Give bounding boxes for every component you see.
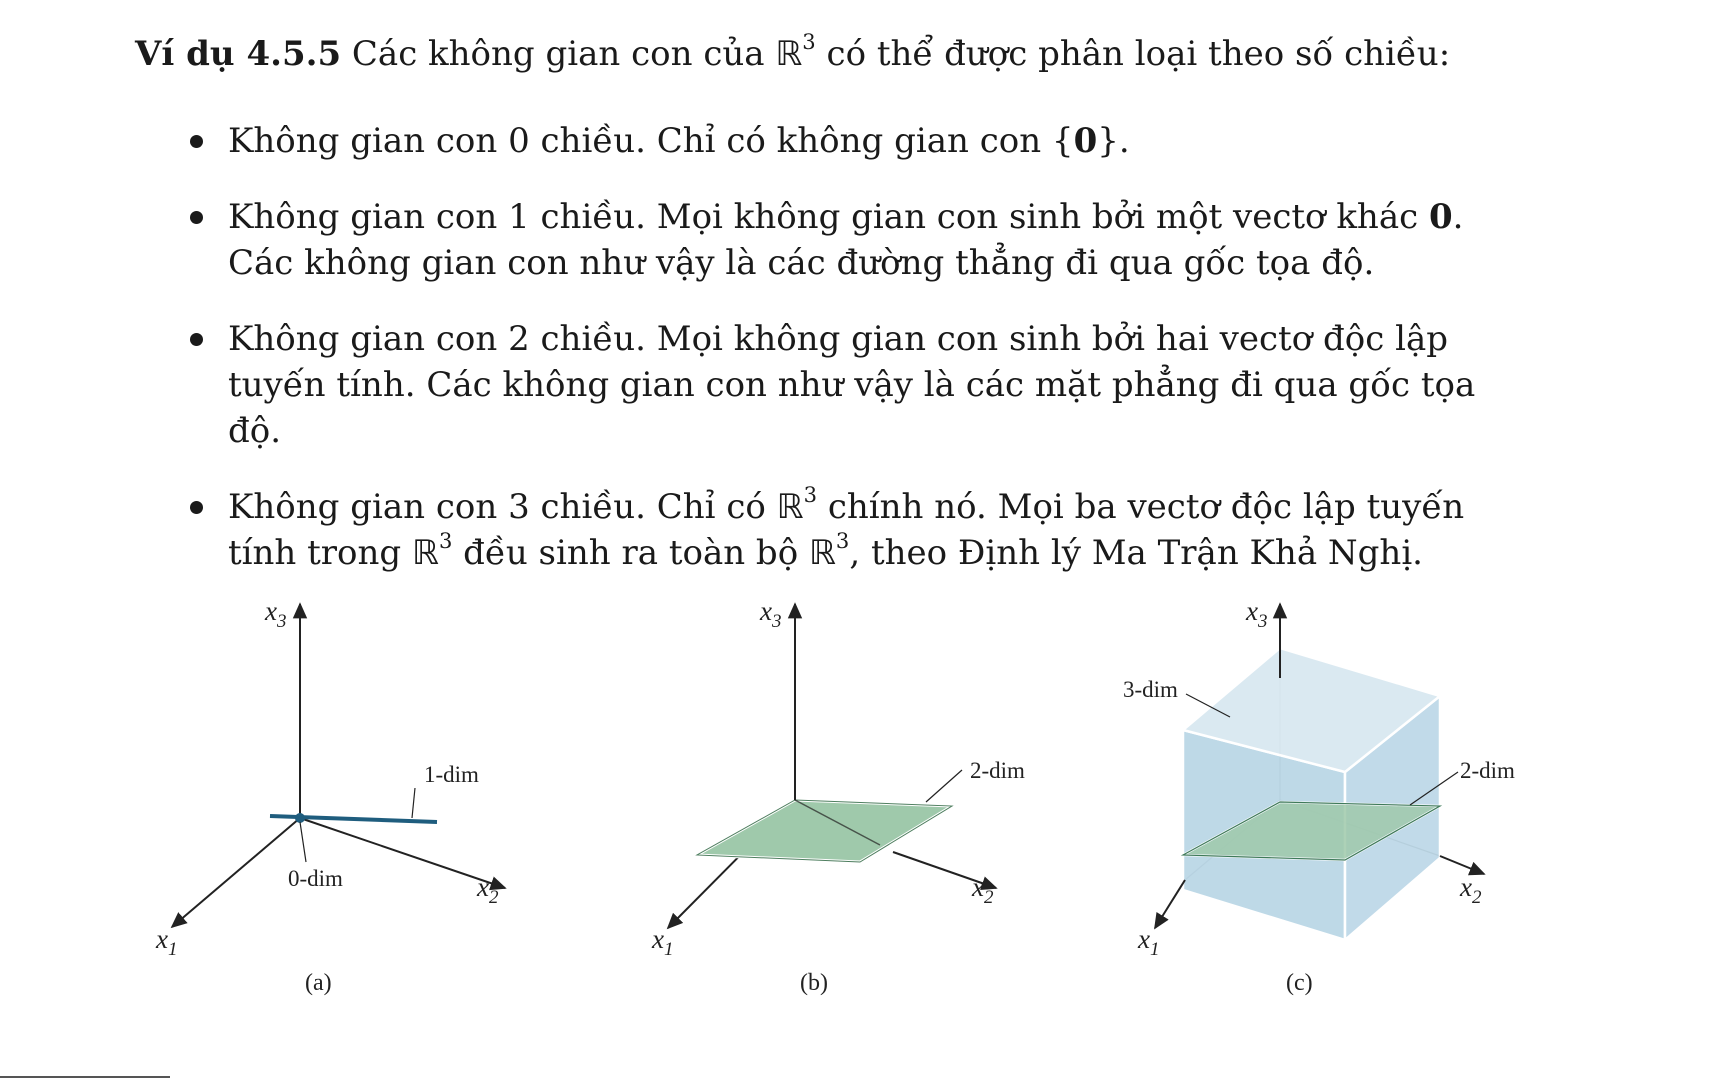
x3-label: $x_3$ <box>760 596 782 632</box>
bullet-text: chính nó. Mọi ba vectơ độc lập tuyến <box>827 487 1465 527</box>
r3-symbol: ℝ <box>776 487 804 527</box>
example-label: Ví dụ 4.5.5 <box>135 34 342 74</box>
caption-a: (a) <box>305 970 332 996</box>
leader-0dim <box>300 822 306 862</box>
x1-axis <box>1155 880 1185 928</box>
caption-c: (c) <box>1286 970 1313 996</box>
bullet-text: }. <box>1097 121 1130 161</box>
bullet-text: tính trong <box>228 533 402 573</box>
r3-symbol: ℝ <box>808 533 836 573</box>
x2-label: $x_2$ <box>972 872 994 908</box>
r3-exponent: 3 <box>835 528 850 554</box>
leader-1dim <box>412 788 415 818</box>
label-1dim: 1-dim <box>424 762 479 787</box>
bullet-text: Không gian con 1 chiều. Mọi không gian con sinh bởi một vectơ khác <box>228 197 1419 237</box>
x1-label: $x_1$ <box>1138 924 1160 960</box>
bullet-line: Không gian con 2 chiều. Mọi không gian con sinh bởi hai vectơ độc lập <box>228 319 1448 359</box>
r3-exponent: 3 <box>438 528 453 554</box>
caption-b: (b) <box>800 970 828 996</box>
zero-vector-bold: 0 <box>1428 197 1453 237</box>
two-dim-plane <box>697 800 952 862</box>
bullet-text: Không gian con 0 chiều. Chỉ có không gian con { <box>228 121 1074 161</box>
x3-label: $x_3$ <box>265 596 287 632</box>
label-3dim: 3-dim <box>1123 677 1178 702</box>
bullet-text: . <box>1452 197 1464 237</box>
bullet-text: Không gian con 3 chiều. Chỉ có <box>228 487 766 527</box>
r3-symbol: ℝ <box>775 34 803 74</box>
bullet-text: , theo Định lý Ma Trận Khả Nghị. <box>849 533 1423 573</box>
footnote-rule <box>0 1076 170 1078</box>
leader-2dim <box>926 770 962 802</box>
zero-vector-bold: 0 <box>1073 121 1098 161</box>
origin-point <box>295 813 305 823</box>
bullet-line: Các không gian con như vậy là các đường thẳng đi qua gốc tọa độ. <box>228 243 1375 283</box>
x1-label: $x_1$ <box>652 924 674 960</box>
figure-a <box>155 596 505 996</box>
label-0dim: 0-dim <box>288 866 343 891</box>
x1-label: $x_1$ <box>156 924 178 960</box>
x2-label: $x_2$ <box>477 872 499 908</box>
example-intro-before: Các không gian con của <box>351 34 765 74</box>
figure-c <box>1123 596 1515 996</box>
r3-symbol: ℝ <box>412 533 439 573</box>
example-intro-after: có thể được phân loại theo số chiều: <box>826 34 1451 74</box>
r3-exponent: 3 <box>802 29 816 55</box>
x1-axis <box>172 818 300 927</box>
x3-label: $x_3$ <box>1246 596 1268 632</box>
x2-label: $x_2$ <box>1460 872 1482 908</box>
r3-exponent: 3 <box>803 482 818 508</box>
figure-b <box>651 596 1025 996</box>
label-2dim: 2-dim <box>1460 758 1515 783</box>
bullet-line: độ. <box>228 411 282 451</box>
bullet-text: đều sinh ra toàn bộ <box>463 533 799 573</box>
label-2dim: 2-dim <box>970 758 1025 783</box>
bullet-line: tuyến tính. Các không gian con như vậy là các mặt phẳng đi qua gốc tọa <box>228 365 1476 405</box>
